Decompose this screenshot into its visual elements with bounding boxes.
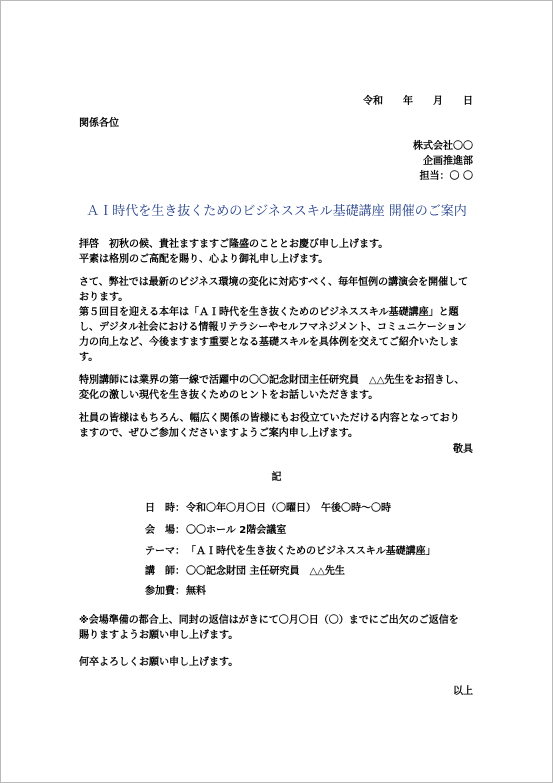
body-line: おります。 [79,292,129,303]
detail-value: 〇〇記念財団 主任研究員 △△先生 [186,566,345,577]
detail-label: 参加費： [145,586,185,597]
sender-person: 担当：〇 〇 [419,171,473,182]
body-line: 第５回目を迎える本年は「ＡＩ時代を生き抜くためのビジネススキル基礎講座」と題 [79,307,459,318]
body-line: し、デジタル社会における情報リテラシーやセルフマネジメント、コミュニケーション [79,322,467,333]
body-line: 社員の皆様はもちろん、幅広く関係の皆様にもお役立ていただける内容となっており [79,413,460,424]
greeting-line: 平素は格別のご高配を賜り、心より御礼申し上げます。 [79,254,329,265]
document-date: 令和 年 月 日 [363,96,473,107]
detail-label: テーマ： [145,546,185,557]
detail-label: 講 師： [145,566,185,577]
detail-label: 日 時： [145,503,185,514]
document-title: ＡＩ時代を生き抜くためのビジネススキル基礎講座 開催のご案内 [86,204,467,219]
ki-heading: 記 [271,472,282,483]
note-line: 賜りますようお願い申し上げます。 [79,630,239,641]
detail-value: 令和〇年〇月〇日（〇曜日） 午後〇時～〇時 [186,503,391,514]
closing-keigu: 敬具 [453,444,473,455]
detail-value: 〇〇ホール 2階会議室 [186,525,287,536]
detail-label: 会 場： [145,525,185,536]
end-ijou: 以上 [453,686,473,697]
request-line: 何卒よろしくお願い申し上げます。 [79,657,239,668]
sender-company: 株式会社〇〇 [413,141,473,152]
sender-department: 企画推進部 [423,156,473,167]
body-line: 変化の激しい現代を生き抜くためのヒントをお話しいただきます。 [79,390,379,401]
body-line: 特別講師には業界の第一線で活躍中の〇〇記念財団主任研究員 △△先生をお招きし、 [79,375,465,386]
body-line: す。 [79,352,99,363]
detail-value: 無料 [186,586,206,597]
body-line: 力の向上など、今後ますます重要となる基礎スキルを具体例を交えてご紹介いたしま [79,337,459,348]
detail-value: 「ＡＩ時代を生き抜くためのビジネススキル基礎講座」 [186,546,436,557]
body-line: さて、弊社では最新のビジネス環境の変化に対応すべく、毎年恒例の講演会を開催して [79,277,469,288]
note-line: ※会場準備の都合上、同封の返信はがきにて〇月〇日（〇）までにご出欠のご返信を [79,615,459,626]
recipient: 関係各位 [79,118,119,129]
body-line: ますので、ぜひご参加くださいますようご案内申し上げます。 [79,428,358,439]
greeting-line: 拝啓 初秋の候、貴社ますますご隆盛のこととお慶び申し上げます。 [79,239,389,250]
